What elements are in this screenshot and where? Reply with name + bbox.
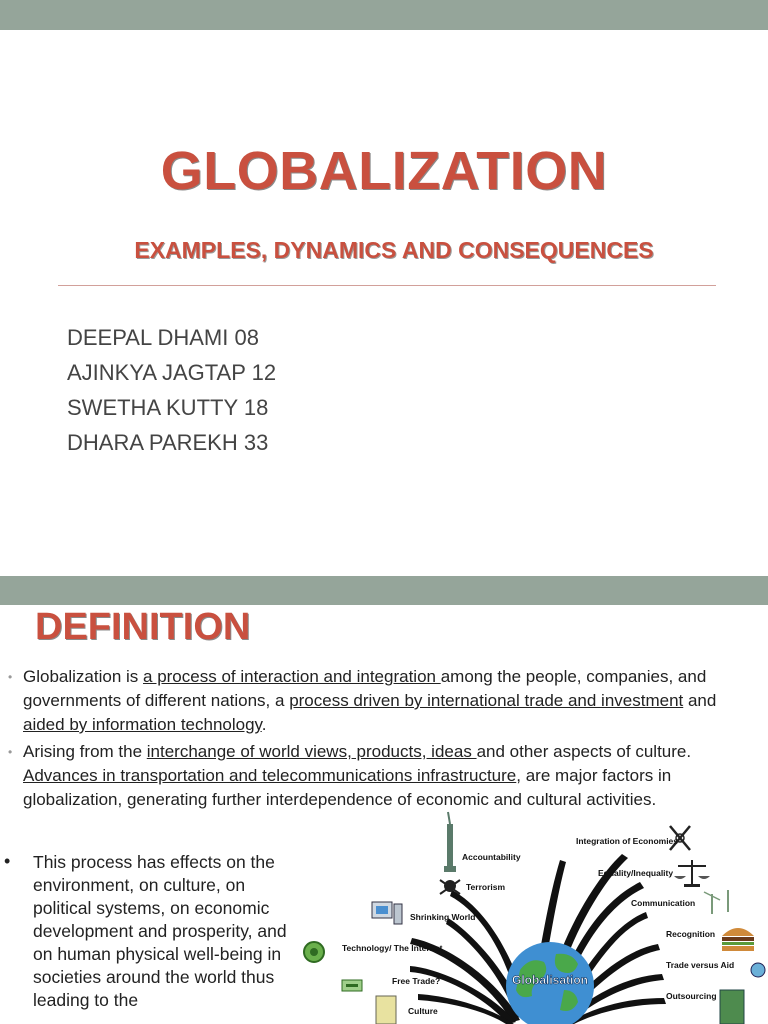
- globe-label: Globalisation: [511, 973, 589, 987]
- virus-icon: [304, 942, 324, 962]
- statue-icon: [444, 812, 456, 872]
- text: Arising from the: [23, 742, 147, 761]
- underlined-text: aided by information technology: [23, 715, 262, 734]
- slide-title: GLOBALIZATION: [160, 141, 608, 201]
- bullet-icon: •: [8, 745, 13, 759]
- author-name: AJINKYA JAGTAP 12: [67, 360, 277, 385]
- text: and: [683, 691, 717, 710]
- diagram-label: Recognition: [666, 929, 716, 939]
- skull-icon: [440, 880, 460, 894]
- diagram-label: Technology/ The Internet: [342, 943, 443, 953]
- scales-icon: [674, 860, 710, 887]
- diagram-label: Trade versus Aid: [666, 960, 735, 970]
- top-bar: [0, 0, 768, 30]
- diagram-label: Culture: [408, 1006, 438, 1016]
- underlined-text: interchange of world views, products, ideas: [146, 742, 477, 761]
- diagram-label: Integration of Economies: [576, 836, 679, 846]
- diagram-label: Accountability: [462, 852, 521, 862]
- author-name: DEEPAL DHAMI 08: [67, 325, 259, 350]
- globe-small-icon: [751, 963, 765, 977]
- definition-list: [4, 665, 756, 812]
- diagram-label: Outsourcing: [666, 991, 717, 1001]
- diagram-label: Terrorism: [466, 882, 506, 892]
- bullet-item: [4, 665, 756, 737]
- author-list: [67, 320, 276, 460]
- money-icon: [342, 980, 362, 991]
- slide-subtitle: EXAMPLES, DYNAMICS AND CONSEQUENCES: [134, 237, 654, 263]
- underlined-text: process driven by international trade and investment: [289, 691, 684, 710]
- bullet-item: [4, 740, 756, 812]
- slide-separator-bar: [0, 576, 768, 605]
- author-name: SWETHA KUTTY 18: [67, 395, 269, 420]
- text: , are major factors in globalization, generating further interdependence of economic and cultural activities.: [23, 766, 672, 809]
- diagram-svg: [298, 810, 768, 1024]
- text: among the people, companies, and governments of different nations, a: [23, 667, 707, 710]
- text: and other aspects of culture.: [476, 742, 692, 761]
- bullet-item: [4, 851, 294, 1012]
- building-icon: [376, 996, 396, 1024]
- computer-icon: [372, 902, 402, 924]
- bullet-icon: •: [4, 851, 11, 871]
- underlined-text: a process of interaction and integration: [143, 667, 441, 686]
- globalisation-diagram: [298, 810, 768, 1024]
- diagram-label: Communication: [631, 898, 696, 908]
- burger-icon: [722, 928, 754, 951]
- factory-icon: [720, 990, 744, 1024]
- diagram-label: Free Trade?: [392, 976, 441, 986]
- diagram-label: Equality/Inequality: [598, 868, 674, 878]
- author-name: DHARA PAREKH 33: [67, 430, 269, 455]
- diagram-label: Shrinking World: [410, 912, 476, 922]
- bullet-icon: •: [8, 670, 13, 684]
- text: Globalization is: [23, 667, 144, 686]
- text: .: [261, 715, 267, 734]
- underlined-text: Advances in transportation and telecommunications infrastructure: [23, 766, 517, 785]
- divider: [58, 285, 716, 286]
- bullet-text: This process has effects on the environment, on culture, on political systems, on economic development and prosperity, and on human physical well-being in societies around the world thus leading to the: [33, 852, 287, 1010]
- windmill-icon: [704, 890, 728, 914]
- definition-title: DEFINITION: [35, 606, 251, 648]
